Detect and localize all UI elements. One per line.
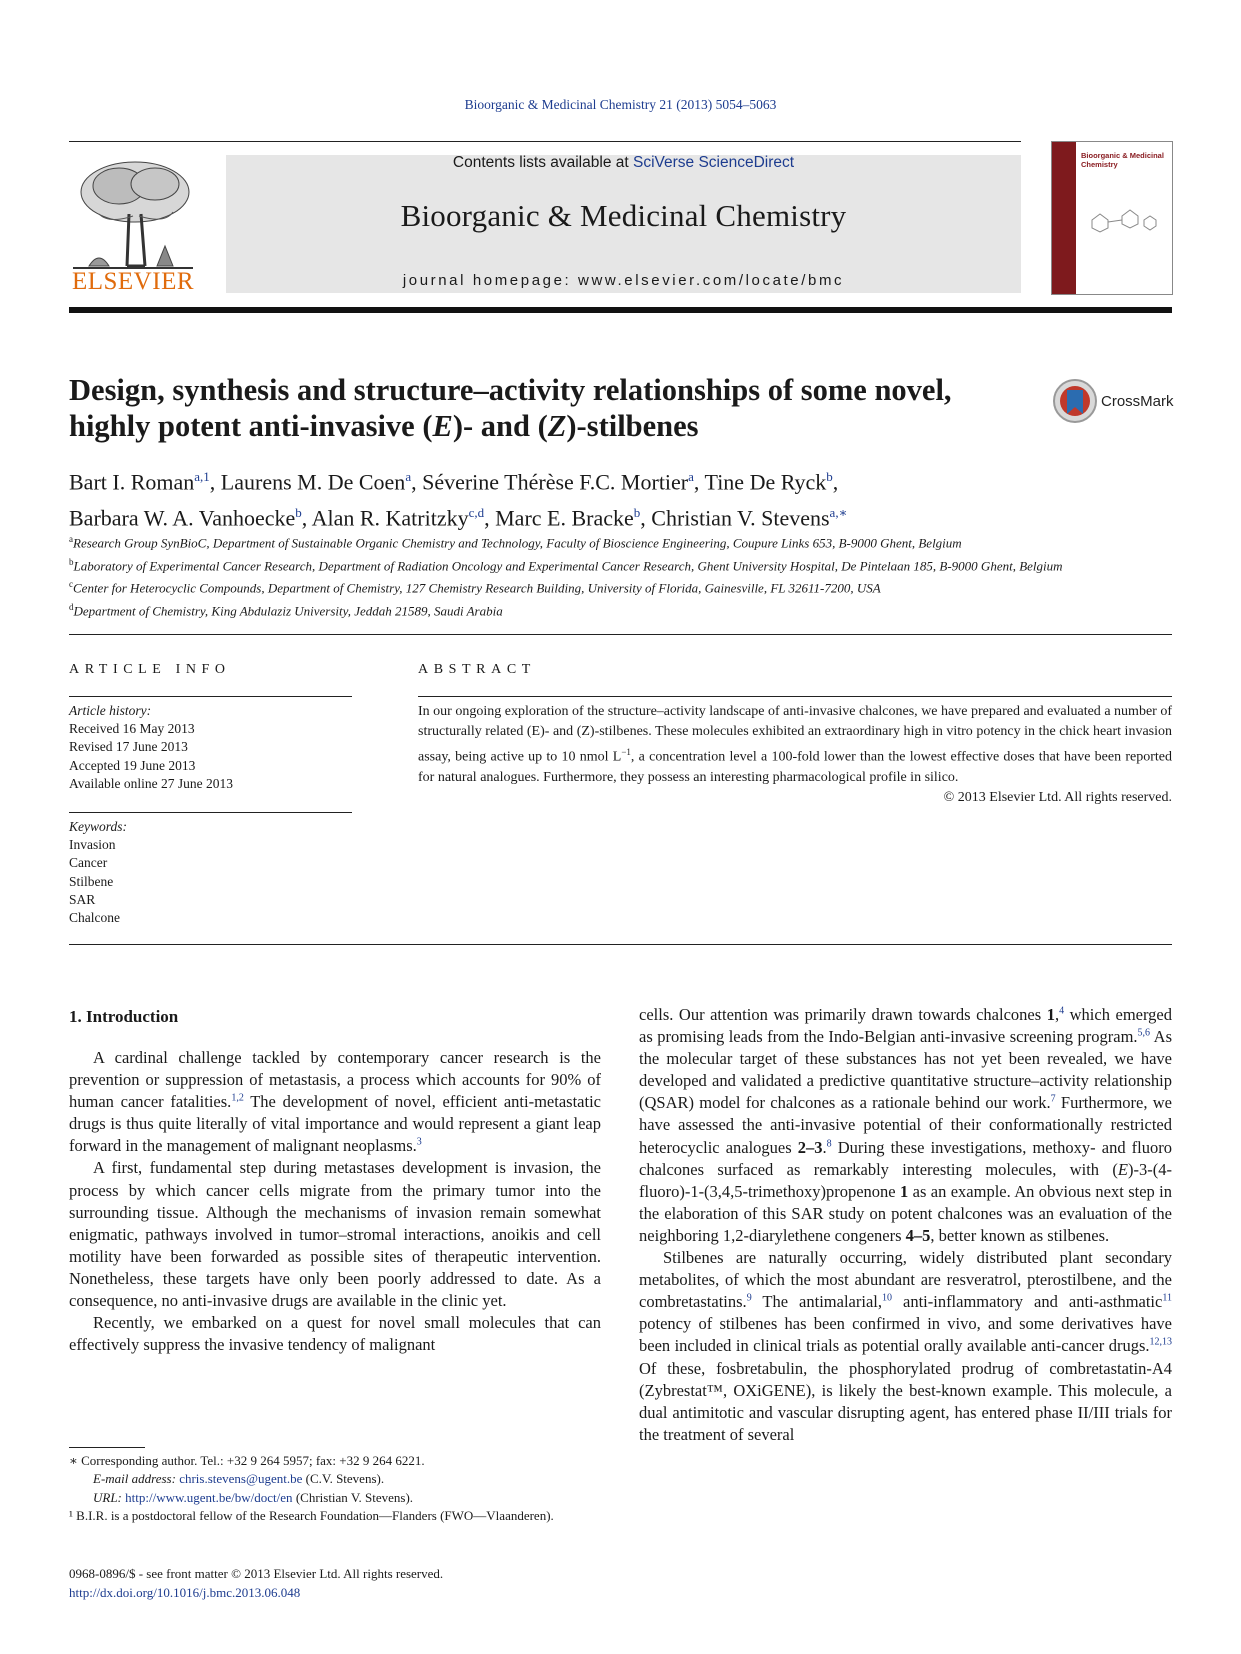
italic-text: E — [1117, 1159, 1129, 1179]
sciencedirect-link[interactable]: SciVerse ScienceDirect — [632, 154, 795, 171]
affiliation-text: Laboratory of Experimental Cancer Research, Department of Radiation Oncology and Experimental Cancer Research, Ghent University Hospital, De Pintelaan 185, B-9000 Ghent, Belgium — [73, 557, 1063, 573]
text-run: , better known as stilbenes. — [930, 1225, 1110, 1245]
author-name[interactable]: Alan R. Katritzky — [311, 505, 469, 531]
compound-number: 1 — [899, 1181, 909, 1201]
affiliation-text: Center for Heterocyclic Compounds, Department of Chemistry, 127 Chemistry Research Building, University of Florida, Gainesville, FL 32611-7200, USA — [73, 580, 881, 596]
body-paragraph — [69, 1047, 601, 1157]
author-separator: , — [484, 505, 496, 531]
email-link[interactable]: chris.stevens@ugent.be — [179, 1471, 303, 1487]
body-column-right — [639, 1004, 1172, 1446]
text-run: The antimalarial, — [751, 1292, 882, 1312]
text-run: anti-inflammatory and anti-asthmatic — [891, 1292, 1163, 1312]
compound-number: 4–5 — [905, 1225, 931, 1245]
citation-link[interactable]: 1,2 — [231, 1092, 244, 1104]
affiliation-list — [69, 530, 1172, 621]
text-run: , — [1054, 1005, 1060, 1024]
text-run: which emerged as promising leads from the Indo-Belgian anti-invasive screening program. — [639, 1005, 1172, 1047]
citation-link[interactable]: 4 — [1059, 1005, 1065, 1017]
text-run: )-3-(4-fluoro)-1-(3,4,5-trimethoxy)propenone — [639, 1159, 1172, 1201]
citation-link[interactable]: 10 — [881, 1292, 892, 1304]
keywords-label: Keywords: — [69, 819, 127, 834]
affiliation-marker: c — [69, 579, 73, 590]
author-name[interactable]: Tine De Ryck — [704, 469, 827, 495]
keywords — [69, 818, 352, 927]
citation-link[interactable]: 5,6 — [1137, 1027, 1151, 1039]
text-run: A cardinal challenge tackled by contemporary cancer research is the prevention or suppression of metastasis, a process which accounts for 90% of human cancer fatalities. — [69, 1048, 601, 1112]
citation-link[interactable]: 11 — [1162, 1292, 1172, 1304]
abstract-heading: ABSTRACT — [418, 662, 536, 677]
author-separator: , — [301, 505, 312, 531]
text-run: cells. Our attention was primarily drawn towards chalcones — [639, 1005, 1047, 1024]
affiliation — [69, 553, 1172, 576]
body-paragraph — [639, 1247, 1172, 1446]
author-name[interactable]: Marc E. Bracke — [495, 505, 634, 531]
abstract-superscript: −1 — [621, 747, 631, 758]
title-part: )- and ( — [452, 409, 548, 443]
keyword: Chalcone — [69, 910, 120, 926]
author-separator: , — [693, 469, 705, 495]
title-italic-z: Z — [547, 409, 567, 443]
text-run: As the molecular target of these substances has not yet been revealed, we have developed and validated a predictive quantitative structure–activity relationship (QSAR) model for chalcones as a rationale behind our work. — [639, 1027, 1172, 1113]
keyword: SAR — [69, 891, 96, 907]
url-link[interactable]: http://www.ugent.be/bw/doct/en — [125, 1489, 293, 1505]
affiliation-text: Department of Chemistry, King Abdulaziz University, Jeddah 21589, Saudi Arabia — [73, 603, 503, 619]
author-separator: , — [640, 505, 652, 531]
issn-block — [69, 1565, 443, 1602]
affiliation — [69, 598, 1172, 621]
masthead-bottom-rule — [69, 307, 1172, 313]
citation-link[interactable]: 3 — [416, 1136, 422, 1148]
crossmark-icon — [1052, 378, 1098, 424]
contents-availability — [226, 154, 1021, 172]
author-name[interactable]: Séverine Thérèse F.C. Mortier — [422, 469, 689, 495]
keyword: Cancer — [69, 855, 108, 871]
text-run: During these investigations, methoxy- and fluoro chalcones surfaced as remarkably interesting molecules, with ( — [639, 1137, 1172, 1179]
author-affiliation-sup[interactable]: a,1 — [194, 469, 210, 484]
masthead-top-rule — [69, 141, 1021, 142]
abstract-text — [418, 702, 1172, 788]
text-run: . — [822, 1137, 827, 1157]
article-history — [69, 702, 352, 793]
footnote-rule — [69, 1447, 145, 1448]
section-heading-introduction: 1. Introduction — [69, 1007, 179, 1026]
author-name[interactable]: Bart I. Roman — [69, 469, 195, 495]
title-italic-e: E — [432, 409, 453, 443]
affiliation-text: Research Group SynBioC, Department of Sustainable Organic Chemistry and Technology, Faculty of Bioscience Engineering, Coupure Links 653, B-9000 Ghent, Belgium — [73, 535, 962, 551]
text-run: The development of novel, efficient anti-metastatic drugs is thus quite literally of vital importance and would represent a giant leap forward in the management of malignant neoplasms. — [69, 1092, 601, 1156]
author-name[interactable]: Barbara W. A. Vanhoecke — [69, 505, 296, 531]
journal-title: Bioorganic & Medicinal Chemistry — [400, 198, 847, 233]
author-affiliation-sup[interactable]: b — [826, 469, 833, 484]
footnotes — [69, 1452, 601, 1525]
footnote-url — [69, 1489, 601, 1507]
journal-cover-thumbnail[interactable] — [1051, 141, 1173, 295]
citation-link[interactable]: 8 — [826, 1138, 832, 1150]
body-paragraph — [69, 1157, 601, 1312]
compound-number: 1 — [1046, 1005, 1055, 1024]
citation-link[interactable]: 12,13 — [1149, 1336, 1172, 1348]
author-separator: , — [209, 469, 221, 495]
keyword: Invasion — [69, 837, 116, 853]
body-paragraph — [639, 1004, 1172, 1247]
article-info-rule — [69, 696, 352, 697]
footnote-email — [69, 1470, 601, 1488]
journal-reference[interactable]: Bioorganic & Medicinal Chemistry 21 (2013) 5054–5063 — [464, 97, 777, 112]
abstract-rule — [418, 696, 1172, 697]
history-revised: Revised 17 June 2013 — [69, 739, 188, 755]
author-affiliation-sup[interactable]: c,d — [468, 505, 485, 521]
title-part: )-stilbenes — [566, 409, 699, 443]
article-title — [69, 372, 1049, 444]
footnote-fellow: ¹ B.I.R. is a postdoctoral fellow of the Research Foundation—Flanders (FWO—Vlaanderen). — [69, 1507, 554, 1523]
history-label: Article history: — [69, 703, 152, 718]
journal-homepage[interactable]: journal homepage: www.elsevier.com/locate/bmc — [402, 272, 845, 289]
elsevier-wordmark: ELSEVIER — [71, 268, 195, 295]
author-name[interactable]: Laurens M. De Coen — [220, 469, 406, 495]
front-matter-rule — [69, 634, 1172, 635]
affiliation-marker: d — [69, 601, 74, 612]
author-list — [69, 461, 1172, 534]
history-online: Available online 27 June 2013 — [69, 775, 233, 791]
url-suffix: (Christian V. Stevens). — [292, 1489, 414, 1505]
abstract-body — [418, 702, 1172, 809]
abstract-text-part: , a concentration level a 100-fold lower than the lowest effective doses that have been reported for natural analogues. Furthermore, they possess an interesting pharmacological profile in silico. — [418, 750, 1172, 786]
contents-prefix: Contents lists available at — [452, 154, 633, 171]
text-run: Recently, we embarked on a quest for novel small molecules that can effectively suppress the invasive tendency of malignant — [69, 1313, 601, 1355]
compound-number: 2–3 — [797, 1137, 823, 1157]
body-paragraph — [69, 1312, 601, 1356]
text-run: potency of stilbenes has been confirmed in vivo, and some derivatives have been included in clinical trials as potential orally available anti-cancer drugs. — [639, 1314, 1172, 1356]
author-affiliation-sup[interactable]: a — [688, 469, 694, 484]
abstract-text-part: In our ongoing exploration of the structure–activity landscape of anti-invasive chalcones, we have prepared and evaluated a number of structurally related (E)- and (Z)-stilbenes. These molecules exhibited an extraordinary high in vitro potency in the chick heart invasion assay, being active up to 10 nmol L — [418, 704, 1172, 766]
text-run: as an example. An obvious next step in the elaboration of this SAR study on potent chalcones was an evaluation of the neighboring 1,2-diarylethene congeners — [639, 1181, 1172, 1245]
text-run: A first, fundamental step during metastases development is invasion, the process by which cancer cells migrate from the primary tumor into the surrounding tissue. Although the mechanisms of invasion remain somewhat enigmatic, pathways involved in tumor–stromal interactions, anoikis and cell motility have been forwarded as possible sites of therapeutic intervention. Nonetheless, these targets have only been poorly addressed to date. As a consequence, no anti-invasive drugs are available in the clinic yet. — [69, 1158, 601, 1311]
email-suffix: (C.V. Stevens). — [302, 1471, 385, 1487]
text-run: Furthermore, we have assessed the anti-invasive potential of their conformationally restricted heterocyclic analogues — [639, 1093, 1172, 1157]
keyword: Stilbene — [69, 873, 114, 889]
author-name[interactable]: Christian V. Stevens — [651, 505, 830, 531]
author-separator: , — [411, 469, 423, 495]
keywords-rule — [69, 812, 352, 813]
issn-line: 0968-0896/$ - see front matter © 2013 Elsevier Ltd. All rights reserved. — [69, 1566, 444, 1581]
affiliation — [69, 530, 1172, 553]
article-info-heading: ARTICLE INFO — [69, 662, 231, 677]
title-line-1: Design, synthesis and structure–activity relationships of some novel, — [69, 373, 952, 407]
author-affiliation-sup[interactable]: a — [405, 469, 412, 484]
doi-link[interactable]: http://dx.doi.org/10.1016/j.bmc.2013.06.048 — [69, 1584, 301, 1600]
email-label: E-mail address: — [93, 1471, 180, 1487]
crossmark-label[interactable]: CrossMark — [1101, 393, 1174, 410]
history-accepted: Accepted 19 June 2013 — [69, 757, 196, 773]
citation-link[interactable]: 7 — [1050, 1093, 1056, 1105]
author-affiliation-sup[interactable]: a,∗ — [829, 505, 848, 521]
body-column-left — [69, 1047, 601, 1356]
affiliation-marker: a — [69, 534, 73, 544]
url-label: URL: — [93, 1489, 126, 1505]
affiliation-marker: b — [69, 556, 74, 567]
abstract-copyright: © 2013 Elsevier Ltd. All rights reserved. — [943, 790, 1172, 806]
author-affiliation-sup[interactable]: b — [633, 505, 641, 521]
text-run: Stilbenes are naturally occurring, widely distributed plant secondary metabolites, of which the most abundant are resveratrol, pterostilbene, and the combretastatins. — [639, 1248, 1172, 1312]
text-run: Of these, fosbretabulin, the phosphorylated prodrug of combretastatin-A4 (Zybrestat™, OXiGENE), is likely the best-known example. This molecule, a dual antimitotic and vascular disrupting agent, has entered phase II/III trials for the treatment of several — [639, 1358, 1172, 1444]
title-part: highly potent anti-invasive ( — [69, 409, 433, 443]
author-separator: , — [832, 469, 839, 495]
affiliation — [69, 575, 1172, 598]
citation-link[interactable]: 9 — [746, 1292, 752, 1304]
cover-spine — [1052, 142, 1076, 294]
history-received: Received 16 May 2013 — [69, 721, 195, 737]
cover-molecule-graphic — [1082, 200, 1162, 240]
footnote-corresponding: ∗ Corresponding author. Tel.: +32 9 264 5957; fax: +32 9 264 6221. — [69, 1453, 425, 1468]
author-affiliation-sup[interactable]: b — [295, 505, 302, 521]
cover-title: Bioorganic & Medicinal Chemistry — [1081, 151, 1164, 169]
abstract-bottom-rule — [69, 944, 1172, 945]
